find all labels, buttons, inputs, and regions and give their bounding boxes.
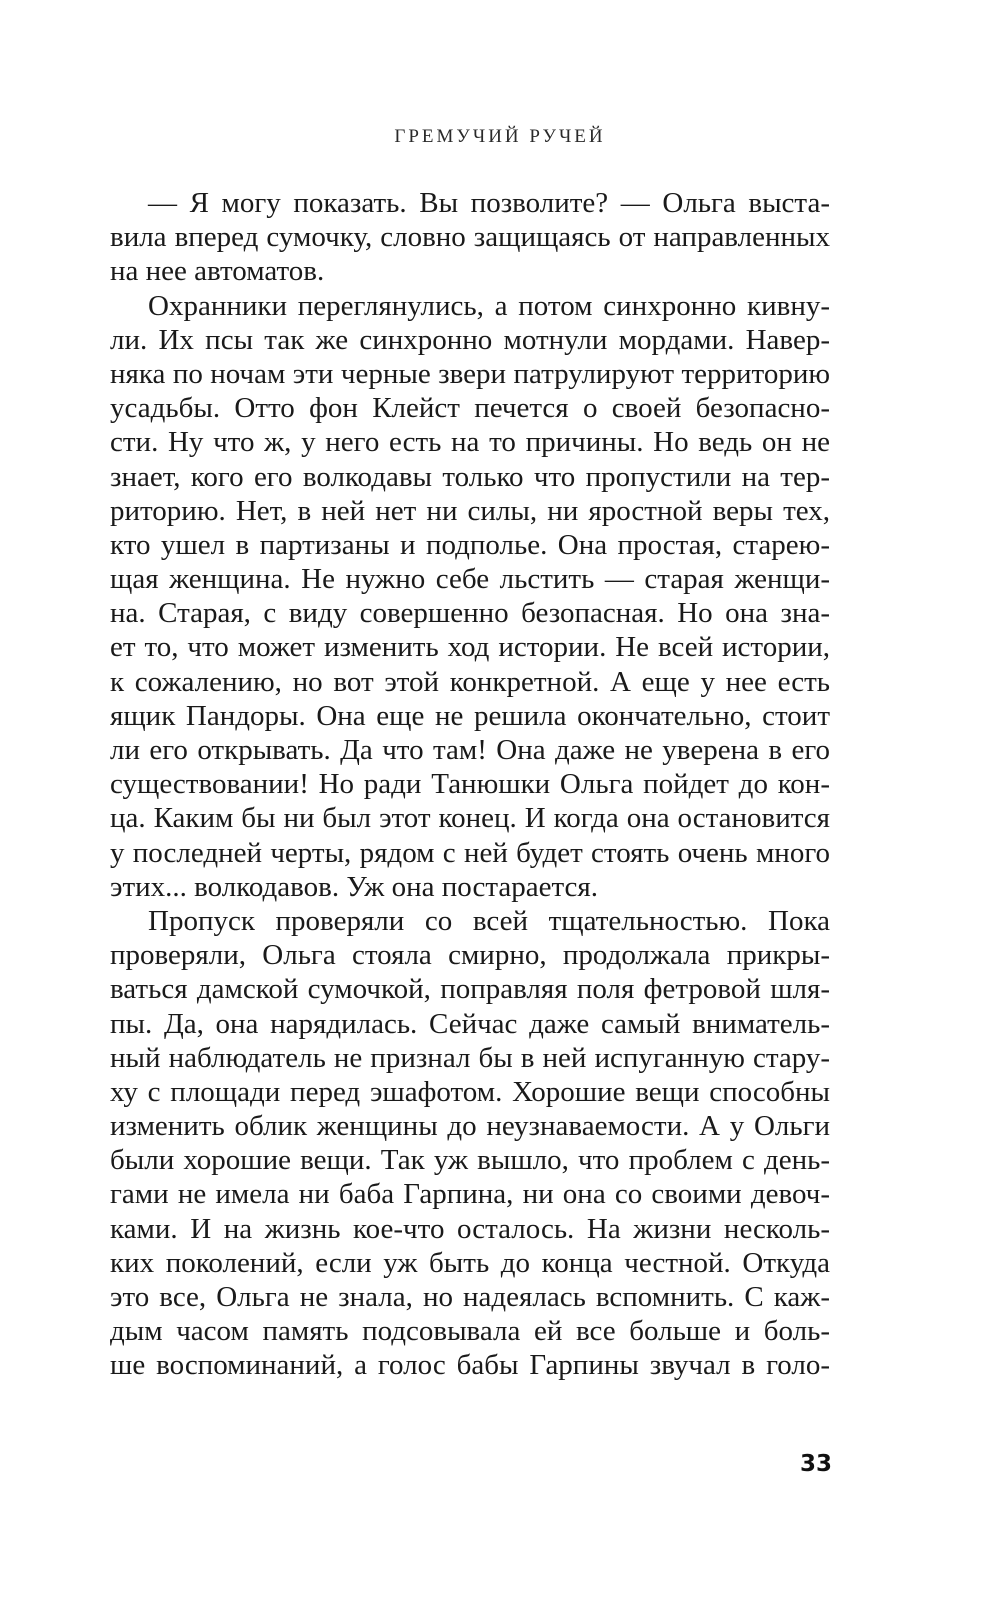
text-line: у последней черты, рядом с ней будет стоять очень много bbox=[110, 836, 830, 869]
text-line: на нее автоматов. bbox=[110, 255, 325, 288]
text-line: знает, кого его волкодавы только что пропустили на тер- bbox=[110, 460, 830, 493]
running-head: ГРЕМУЧИЙ РУЧЕЙ bbox=[394, 126, 606, 147]
text-line: ками. И на жизнь кое-что осталось. На жизни несколь- bbox=[110, 1212, 830, 1245]
text-line: кто ушел в партизаны и подполье. Она простая, старею- bbox=[110, 528, 830, 561]
text-line: ящик Пандоры. Она еще не решила окончательно, стоит bbox=[110, 699, 830, 732]
body-text bbox=[110, 186, 830, 1383]
text-line: ше воспоминаний, а голос бабы Гарпины звучал в голо- bbox=[110, 1349, 830, 1382]
text-line: ный наблюдатель не признал бы в ней испуганную стару- bbox=[110, 1041, 830, 1074]
text-line: — Я могу показать. Вы позволите? — Ольга выста- bbox=[148, 187, 830, 219]
text-line: ет то, что может изменить ход истории. Не всей истории, bbox=[110, 631, 830, 664]
text-line: на. Старая, с виду совершенно безопасная. Но она зна- bbox=[110, 597, 830, 630]
text-line: это все, Ольга не знала, но надеялась вспомнить. С каж- bbox=[110, 1281, 830, 1313]
page-number: 33 bbox=[800, 1451, 833, 1477]
text-line: риторию. Нет, в ней нет ни силы, ни яростной веры тех, bbox=[110, 494, 830, 527]
text-line: ких поколений, если уж быть до конца честной. Откуда bbox=[110, 1246, 830, 1279]
text-line: ца. Каким бы ни был этот конец. И когда она остановится bbox=[110, 802, 830, 835]
text-line: дым часом память подсовывала ей все больше и боль- bbox=[110, 1315, 830, 1348]
text-line: ху с площади перед эшафотом. Хорошие вещи способны bbox=[110, 1075, 830, 1108]
text-line: пы. Да, она нарядилась. Сейчас даже самый вниматель- bbox=[110, 1007, 830, 1040]
text-line: вила вперед сумочку, словно защищаясь от направленных bbox=[110, 221, 830, 254]
text-line: существовании! Но ради Танюшки Ольга пойдет до кон- bbox=[110, 768, 830, 801]
text-line: Пропуск проверяли со всей тщательностью. Пока bbox=[148, 904, 830, 937]
text-line: ваться дамской сумочкой, поправляя поля фетровой шля- bbox=[110, 973, 830, 1006]
text-line: изменить облик женщины до неузнаваемости. А у Ольги bbox=[110, 1110, 830, 1143]
text-line: Охранники переглянулись, а потом синхронно кивну- bbox=[148, 289, 830, 322]
text-line: сти. Ну что ж, у него есть на то причины. Но ведь он не bbox=[110, 426, 830, 459]
text-line: ли. Их псы так же синхронно мотнули мордами. Навер- bbox=[110, 323, 830, 356]
text-line: няка по ночам эти черные звери патрулируют территорию bbox=[110, 357, 830, 390]
text-line: усадьбы. Отто фон Клейст печется о своей безопасно- bbox=[110, 392, 830, 425]
text-line: ли его открывать. Да что там! Она даже не уверена в его bbox=[110, 734, 830, 766]
text-line: проверяли, Ольга стояла смирно, продолжала прикры- bbox=[110, 939, 830, 972]
text-line: были хорошие вещи. Так уж вышло, что проблем с день- bbox=[110, 1144, 830, 1177]
text-line: этих... волкодавов. Уж она постарается. bbox=[110, 870, 598, 903]
text-line: к сожалению, но вот этой конкретной. А еще у нее есть bbox=[110, 665, 830, 698]
text-line: гами не имела ни баба Гарпина, ни она со своими девоч- bbox=[110, 1178, 830, 1211]
text-line: щая женщина. Не нужно себе льстить — старая женщи- bbox=[110, 563, 830, 596]
